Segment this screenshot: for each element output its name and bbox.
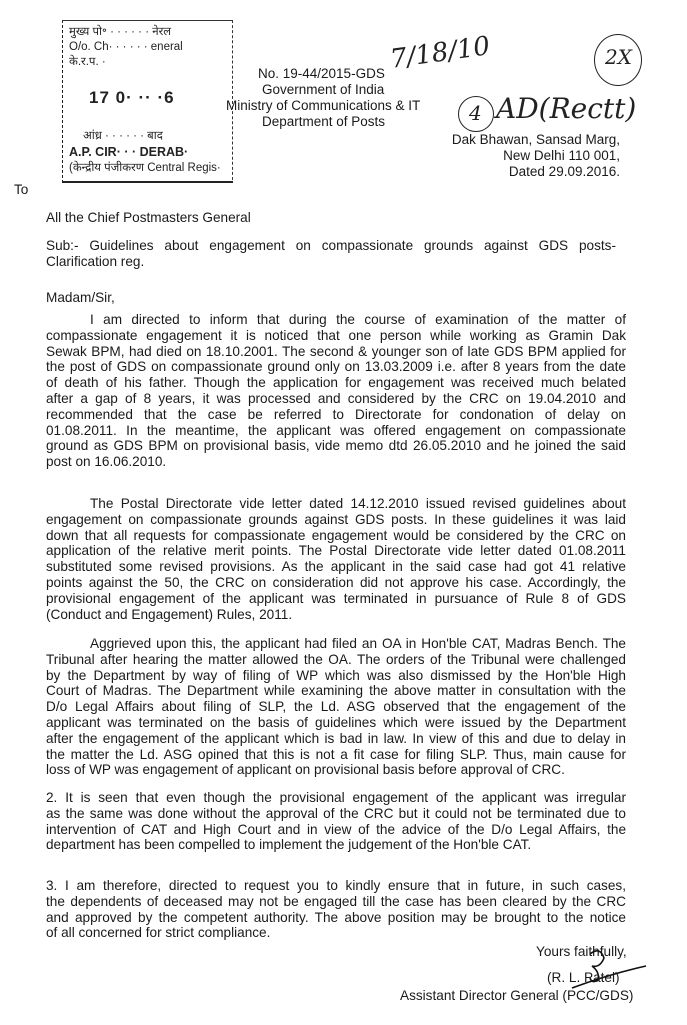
address-block bbox=[420, 132, 620, 180]
address-line: Dak Bhawan, Sansad Marg, bbox=[451, 132, 620, 147]
text-line: the post of GDS on compassionate ground only on 13.03.2009 i.e. after 8 years from the date bbox=[46, 359, 626, 375]
text-line: after the engagement of the applicant which is bad in law. In view of this and due to delay in bbox=[46, 730, 626, 746]
paragraph bbox=[46, 312, 626, 470]
text-line: Tribunal after hearing the matter allowed the OA. The orders of the Tribunal were challenged bbox=[46, 651, 626, 667]
letter-header bbox=[226, 66, 421, 130]
stamp-line: आंध्र · · · · · · बाद bbox=[83, 130, 163, 142]
text-line: D/o Legal Affairs about filing of SLP, the Ld. ASG observed that the engagement of the bbox=[46, 699, 626, 715]
text-line: recommended that the case be referred to Directorate for condonation of delay on bbox=[46, 406, 626, 422]
file-number: No. 19-44/2015-GDS bbox=[258, 66, 385, 81]
text-line: substituted some revised provisions. As the applicant in the said case had got 41 relative bbox=[46, 559, 626, 575]
text-line: applicant was terminated on the basis of guidelines which were issued by the Department bbox=[46, 714, 626, 730]
text-line: the matter the Ld. ASG opined that this is not a fit case for filing SLP. Thus, main cause for bbox=[46, 746, 626, 762]
signatory-name: (R. L. Patel) bbox=[547, 970, 620, 985]
stamp-line: A.P. CIR· · · DERAB· bbox=[69, 145, 189, 159]
to-label: To bbox=[14, 182, 29, 197]
addressee: All the Chief Postmasters General bbox=[46, 210, 251, 225]
text-line: of all concerned for strict compliance. bbox=[46, 925, 271, 941]
subject bbox=[46, 238, 616, 270]
text-line: as the same was done without the approval of the CRC but it could not be terminated due to bbox=[46, 805, 626, 821]
stamp-line: मुख्य पो॰ · · · · · · नेरल bbox=[69, 26, 172, 38]
text-line: the dependents of deceased may not be engaged till the case has been cleared by the CRC bbox=[46, 893, 626, 909]
text-line: engagement on compassionate grounds against GDS posts. In these guidelines it was laid bbox=[46, 511, 626, 527]
text-line: Court of Madras. The Department while examining the above matter in consultation with the bbox=[46, 683, 626, 699]
text-line: The Postal Directorate vide letter dated 14.12.2010 issued revised guidelines about bbox=[90, 496, 626, 511]
text-line: ground as GDS BPM on provisional basis, vide memo dtd 26.05.2010 and he joined the said bbox=[46, 438, 626, 454]
text-line: I am directed to inform that during the course of examination of the matter of bbox=[90, 312, 626, 327]
government: Government of India bbox=[262, 82, 385, 97]
text-line: down that all requests for compassionate engagement would be considered by the CRC on bbox=[46, 527, 626, 543]
circled-number-annotation: 4 bbox=[458, 96, 494, 132]
paragraph bbox=[46, 636, 626, 778]
text-line: loss of WP was engagement of applicant on provisional basis before approval of CRC. bbox=[46, 762, 565, 778]
text-line: Clarification reg. bbox=[46, 253, 145, 269]
signatory-title: Assistant Director General (PCC/GDS) bbox=[400, 988, 634, 1003]
text-line: Sub:- Guidelines about engagement on compassionate grounds against GDS posts- bbox=[46, 238, 616, 253]
handwritten-note: 7/18/10 bbox=[388, 31, 492, 75]
received-stamp bbox=[62, 20, 233, 183]
stamp-line: O/o. Ch· · · · · · eneral bbox=[69, 41, 183, 53]
department: Department of Posts bbox=[262, 114, 386, 129]
address-line: New Delhi 110 001, bbox=[503, 148, 620, 163]
paragraph bbox=[46, 790, 626, 853]
text-line: 3. I am therefore, directed to request you to kindly ensure that in future, in such cases, bbox=[46, 878, 626, 893]
text-line: intervention of CAT and High Court and in view of the advice of the D/o Legal Affairs, the bbox=[46, 821, 626, 837]
text-line: Sewak BPM, had died on 18.10.2001. The second & younger son of late GDS BPM applied for bbox=[46, 343, 626, 359]
text-line: of death of his father. Though the application for engagement was received much belated bbox=[46, 375, 626, 391]
signature bbox=[560, 946, 650, 992]
text-line: compassionate engagement it is noticed that one person while working as Gramin Dak bbox=[46, 327, 626, 343]
paragraph bbox=[46, 878, 626, 941]
text-line: Aggrieved upon this, the applicant had filed an OA in Hon'ble CAT, Madras Bench. The bbox=[90, 636, 626, 651]
text-line: application of the relative merit points. The Postal Directorate vide letter dated 01.08.2011 bbox=[46, 543, 626, 559]
text-line: after a gap of 8 years, it was processed and considered by the CRC on 19.04.2010 and bbox=[46, 390, 626, 406]
paragraph bbox=[46, 496, 626, 622]
salutation: Madam/Sir, bbox=[46, 290, 115, 305]
routing-annotation: AD(Rectt) bbox=[496, 92, 637, 125]
text-line: (Conduct and Engagement) Rules, 2011. bbox=[46, 606, 293, 622]
text-line: provisional engagement of the applicant was terminated in pursuance of Rule 8 of GDS bbox=[46, 590, 626, 606]
stamp-line: के.र.प. · bbox=[69, 56, 106, 68]
closing: Yours faithfully, bbox=[536, 944, 627, 959]
text-line: department has been compelled to implement the judgement of the Hon'ble CAT. bbox=[46, 837, 532, 853]
text-line: 01.08.2011. In the meantime, the applicant was offered engagement on compassionate bbox=[46, 422, 626, 438]
text-line: by the Department by way of filing of WP which was also dismissed by the Hon'ble High bbox=[46, 667, 626, 683]
text-line: and approved by the competent authority. The above position may be brought to the notice bbox=[46, 909, 626, 925]
stamp-date: 17 0· ·· ·6 bbox=[89, 88, 175, 107]
text-line: points against the 50, the CRC on consideration did not approve his case. Accordingly, the bbox=[46, 574, 626, 590]
stamp-line: (केन्द्रीय पंजीकरण Central Regis· bbox=[69, 162, 221, 174]
ministry: Ministry of Communications & IT bbox=[226, 98, 421, 113]
text-line: post on 16.06.2010. bbox=[46, 454, 167, 470]
letter-date: Dated 29.09.2016. bbox=[508, 164, 620, 179]
corner-circle-annotation: 2X bbox=[594, 34, 642, 86]
text-line: 2. It is seen that even though the provisional engagement of the applicant was irregular bbox=[46, 790, 626, 805]
